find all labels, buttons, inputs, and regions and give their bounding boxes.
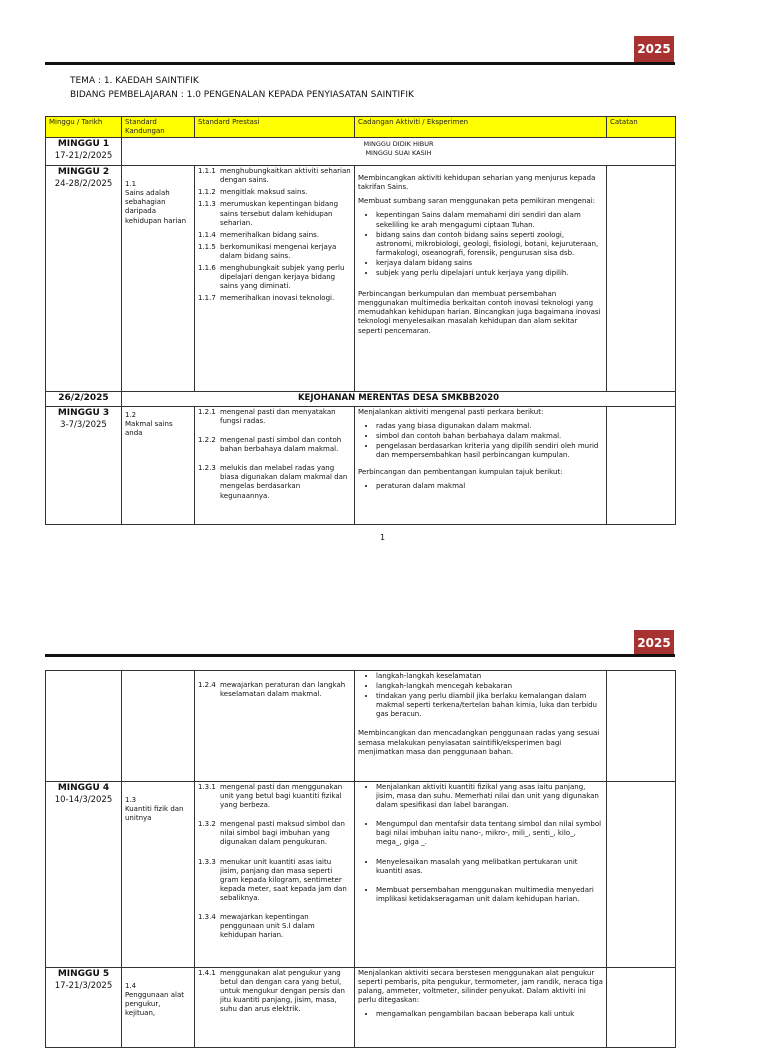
item-number: 1.2.4 bbox=[198, 681, 216, 689]
activity-bullet: • Menjalankan aktiviti kuantiti fizikal yang asas iaitu panjang, jisim, masa dan suhu. Memerhati nilai dan unit yang digunakan dalam spesifikasi dan label barangan. bbox=[376, 783, 603, 810]
item-text: mengenal pasti simbol dan contoh bahan berbahaya dalam makmal. bbox=[220, 436, 342, 454]
year-badge: 2025 bbox=[634, 630, 674, 656]
aktiviti-cell bbox=[355, 782, 607, 968]
item-text: merumuskan kepentingan bidang sains tersebut dalam kehidupan seharian. bbox=[220, 200, 339, 227]
standard-kandungan-cell bbox=[122, 671, 195, 782]
standard-prestasi-item bbox=[198, 913, 351, 940]
table-row bbox=[46, 671, 676, 782]
item-text: memerihalkan bidang sains. bbox=[220, 230, 320, 239]
week-cell bbox=[46, 968, 122, 1048]
standard-prestasi-item bbox=[198, 294, 351, 303]
catatan-cell bbox=[607, 968, 676, 1048]
catatan-cell bbox=[607, 782, 676, 968]
standard-prestasi-item bbox=[198, 243, 351, 261]
item-text: melukis dan melabel radas yang biasa digunakan dalam makmal dan mengelas berdasarkan kegunaannya. bbox=[220, 464, 348, 500]
standard-prestasi-cell bbox=[195, 166, 355, 392]
item-text: menghubungkait subjek yang perlu dipelajari dengan kerjaya bidang sains yang diminati. bbox=[220, 264, 345, 291]
activity-bullet: • peraturan dalam makmal bbox=[376, 482, 603, 491]
item-text: menggunakan alat pengukur yang betul dan dengan cara yang betul, untuk mengukur dengan persis dan jitu kuantiti panjang, jisim, masa, suhu dan arus elektrik. bbox=[220, 969, 345, 1014]
table-row bbox=[46, 406, 676, 524]
activity-bullet: • Mengumpul dan mentafsir data tentang simbol dan nilai symbol bagi nilai imbuhan iaitu nano-, mikro-, mili_, senti_, kilo_, mega_, giga _. bbox=[376, 820, 603, 847]
catatan-cell bbox=[607, 166, 676, 392]
week-cell bbox=[46, 406, 122, 524]
week-note: MINGGU DIDIK HIBUR bbox=[363, 140, 434, 149]
activity-bullet: • pengelasan berdasarkan kriteria yang dipilih sendiri oleh murid dan mempersembahkan hasil perbincangan kumpulan. bbox=[376, 442, 603, 460]
item-text: mewajarkan kepentingan penggunaan unit S.I dalam kehidupan harian. bbox=[220, 913, 315, 940]
item-number: 1.1.2 bbox=[198, 188, 216, 197]
activity-list bbox=[358, 211, 603, 278]
item-number: 1.3.3 bbox=[198, 857, 216, 866]
standard-prestasi-item bbox=[198, 783, 351, 810]
standard-kandungan-cell: 1.1 Sains adalah sebahagian daripada kehidupan harian bbox=[122, 166, 195, 392]
activity-bullet: • langkah-langkah keselamatan bbox=[376, 672, 603, 681]
activity-bullet: • Membuat persembahan menggunakan multimedia menyedari implikasi ketidakseragaman unit dalam kehidupan harian. bbox=[376, 886, 603, 904]
item-number: 1.1.1 bbox=[198, 167, 216, 176]
activity-text: Membincangkan dan mencadangkan penggunaan radas yang sesuai semasa melakukan penyiasatan saintifik/eksperimen bagi menjimatkan masa dan penggunaan bahan. bbox=[358, 729, 600, 756]
item-text: mengenal pasti dan menggunakan unit yang betul bagi kuantiti fizikal yang berbeza. bbox=[220, 783, 343, 810]
standard-prestasi-item bbox=[198, 188, 351, 197]
week-cell bbox=[46, 138, 122, 166]
activity-list bbox=[358, 482, 603, 491]
standard-prestasi-cell bbox=[195, 406, 355, 524]
aktiviti-cell bbox=[355, 968, 607, 1048]
standard-kandungan-cell: 1.2 Makmal sains anda bbox=[122, 406, 195, 524]
item-number: 1.3.1 bbox=[198, 783, 216, 791]
activity-text: Membincangkan aktiviti kehidupan seharian yang menjurus kepada takrifan Sains. bbox=[358, 174, 596, 192]
week-date: 10-14/3/2025 bbox=[54, 794, 113, 805]
table-row bbox=[46, 782, 676, 968]
activity-text: Menjalankan aktiviti secara berstesen menggunakan alat pengukur seperti pembaris, pita pengukur, termometer, jam randik, neraca tiga palang, ammeter, voltmeter, silinder penyukat. Dalam aktiviti ini perlu ditegaskan: bbox=[358, 969, 603, 1005]
rpt-table-page2 bbox=[45, 670, 676, 1048]
item-text: berkomunikasi mengenai kerjaya dalam bidang sains. bbox=[220, 242, 337, 260]
standard-prestasi-cell bbox=[195, 968, 355, 1048]
table-row bbox=[46, 392, 676, 407]
standard-prestasi-item bbox=[198, 820, 351, 847]
standard-prestasi-item bbox=[198, 231, 351, 240]
activity-bullet: • langkah-langkah mencegah kebakaran bbox=[376, 682, 603, 691]
catatan-cell bbox=[607, 406, 676, 524]
activity-text: Membuat sumbang saran menggunakan peta pemikiran mengenai: bbox=[358, 197, 595, 206]
week-date: 24-28/2/2025 bbox=[54, 178, 113, 189]
item-text: mengitlak maksud sains. bbox=[220, 188, 308, 197]
standard-prestasi-item bbox=[198, 264, 351, 291]
standard-prestasi-cell bbox=[195, 671, 355, 782]
rpt-table-page1 bbox=[45, 116, 676, 525]
activity-bullet: • Menyelesaikan masalah yang melibatkan pertukaran unit kuantiti asas. bbox=[376, 858, 603, 876]
header-rule bbox=[45, 62, 675, 65]
week-cell bbox=[46, 166, 122, 392]
activity-bullet: • kerjaya dalam bidang sains bbox=[376, 259, 603, 268]
activity-bullet: • kepentingan Sains dalam memahami diri sendiri dan alam sekeliling ke arah mengagumi ciptaan Tuhan. bbox=[376, 211, 603, 229]
standard-prestasi-item bbox=[198, 200, 351, 227]
standard-prestasi-item bbox=[198, 408, 351, 426]
item-number: 1.1.6 bbox=[198, 264, 216, 273]
activity-bullet: • bidang sains dan contoh bidang sains seperti zoologi, astronomi, mikrobiologi, geologi, fisiologi, botani, kejuruteraan, farmakologi, oseanografi, forensik, pengurusan sisa dsb. bbox=[376, 231, 603, 258]
activity-bullet: • mengamalkan pengambilan bacaan beberapa kali untuk bbox=[376, 1010, 603, 1019]
item-number: 1.2.1 bbox=[198, 407, 216, 416]
header-cadangan-aktiviti: Cadangan Aktiviti / Eksperimen bbox=[355, 117, 607, 138]
table-row bbox=[46, 166, 676, 392]
activity-bullet: • subjek yang perlu dipelajari untuk kerjaya yang dipilih. bbox=[376, 269, 603, 278]
item-text: mewajarkan peraturan dan langkah keselamatan dalam makmal. bbox=[220, 681, 346, 699]
item-number: 1.1.4 bbox=[198, 230, 216, 239]
item-number: 1.4.1 bbox=[198, 969, 216, 977]
standard-prestasi-cell bbox=[195, 782, 355, 968]
standard-prestasi-item bbox=[198, 436, 351, 454]
standard-prestasi-item bbox=[198, 681, 351, 699]
event-date: 26/2/2025 bbox=[46, 392, 122, 407]
week-cell bbox=[46, 782, 122, 968]
catatan-cell bbox=[607, 671, 676, 782]
aktiviti-cell bbox=[355, 406, 607, 524]
bidang-heading: BIDANG PEMBELAJARAN : 1.0 PENGENALAN KEPADA PENYIASATAN SAINTIFIK bbox=[70, 90, 414, 100]
standard-prestasi-item bbox=[198, 167, 351, 185]
item-number: 1.2.3 bbox=[198, 464, 216, 473]
week-label: MINGGU 1 bbox=[57, 139, 110, 150]
week-label: MINGGU 5 bbox=[57, 969, 110, 979]
page-2 bbox=[0, 580, 768, 1024]
year-badge: 2025 bbox=[634, 36, 674, 62]
standard-prestasi-item bbox=[198, 969, 351, 1014]
week-label: MINGGU 4 bbox=[57, 783, 110, 793]
tema-heading: TEMA : 1. KAEDAH SAINTIFIK bbox=[70, 76, 199, 86]
item-text: menghubungkaitkan aktiviti seharian dengan sains. bbox=[220, 167, 351, 185]
standard-prestasi-item bbox=[198, 464, 351, 500]
item-text: mengenal pasti dan menyatakan fungsi radas. bbox=[220, 407, 336, 425]
week-cell bbox=[46, 671, 122, 782]
event-title: KEJOHANAN MERENTAS DESA SMKBB2020 bbox=[122, 392, 676, 407]
activity-list bbox=[358, 422, 603, 460]
activity-text: Perbincangan berkumpulan dan membuat persembahan menggunakan multimedia berkaitan contoh inovasi teknologi yang memudahkan kehidupan harian. Bincangkan juga bagaimana inovasi teknologi menyelesaikan masalah kehidupan dan alam sekitar seperti pencemaran. bbox=[358, 290, 601, 335]
header-row bbox=[46, 117, 676, 138]
aktiviti-cell bbox=[355, 166, 607, 392]
item-number: 1.1.7 bbox=[198, 294, 216, 303]
item-text: menukar unit kuantiti asas iaitu jisim, panjang dan masa seperti gram kepada kilogram, sentimeter kepada meter, saat kepada jam dan sebaliknya. bbox=[220, 857, 347, 902]
activity-text: Menjalankan aktiviti mengenal pasti perkara berikut: bbox=[358, 407, 544, 416]
activity-text: Perbincangan dan pembentangan kumpulan tajuk berikut: bbox=[358, 468, 563, 477]
activity-bullet: • simbol dan contoh bahan berbahaya dalam makmal. bbox=[376, 432, 603, 441]
item-text: memerihalkan inovasi teknologi. bbox=[220, 294, 335, 303]
week-label: MINGGU 3 bbox=[57, 407, 110, 418]
activity-bullet: • radas yang biasa digunakan dalam makmal. bbox=[376, 422, 603, 431]
header-standard-kandungan: Standard Kandungan bbox=[122, 117, 195, 138]
standard-kandungan-cell: 1.3 Kuantiti fizik dan unitnya bbox=[122, 782, 195, 968]
week-date: 17-21/2/2025 bbox=[54, 150, 113, 161]
item-text: mengenal pasti maksud simbol dan nilai simbol bagi imbuhan yang digunakan dalam pengukuran. bbox=[220, 820, 345, 847]
page-number: 1 bbox=[380, 533, 386, 542]
activity-list bbox=[358, 1010, 603, 1019]
activity-list bbox=[358, 783, 603, 904]
standard-kandungan-cell: 1.4 Penggunaan alat pengukur, kejituan, bbox=[122, 968, 195, 1048]
header-rule bbox=[45, 654, 675, 657]
week-date: 17-21/3/2025 bbox=[54, 980, 113, 991]
standard-prestasi-item bbox=[198, 858, 351, 903]
item-number: 1.3.2 bbox=[198, 820, 216, 829]
item-number: 1.1.5 bbox=[198, 242, 216, 251]
week-date: 3-7/3/2025 bbox=[60, 419, 107, 430]
activity-bullet: • tindakan yang perlu diambil jika berlaku kemalangan dalam makmal seperti terkena/tertelan bahan kimia, luka dan terbidu gas beracun. bbox=[376, 692, 603, 719]
aktiviti-cell bbox=[355, 671, 607, 782]
week-note: MINGGU SUAI KASIH bbox=[365, 148, 432, 157]
header-catatan: Catatan bbox=[607, 117, 676, 138]
week-label: MINGGU 2 bbox=[57, 167, 110, 178]
table-row bbox=[46, 138, 676, 166]
week-note-cell bbox=[122, 138, 676, 166]
item-number: 1.2.2 bbox=[198, 436, 216, 445]
header-minggu: Minggu / Tarikh bbox=[46, 117, 122, 138]
item-number: 1.1.3 bbox=[198, 200, 216, 209]
item-number: 1.3.4 bbox=[198, 913, 216, 922]
table-row bbox=[46, 968, 676, 1048]
header-standard-prestasi: Standard Prestasi bbox=[195, 117, 355, 138]
activity-list bbox=[358, 672, 603, 719]
